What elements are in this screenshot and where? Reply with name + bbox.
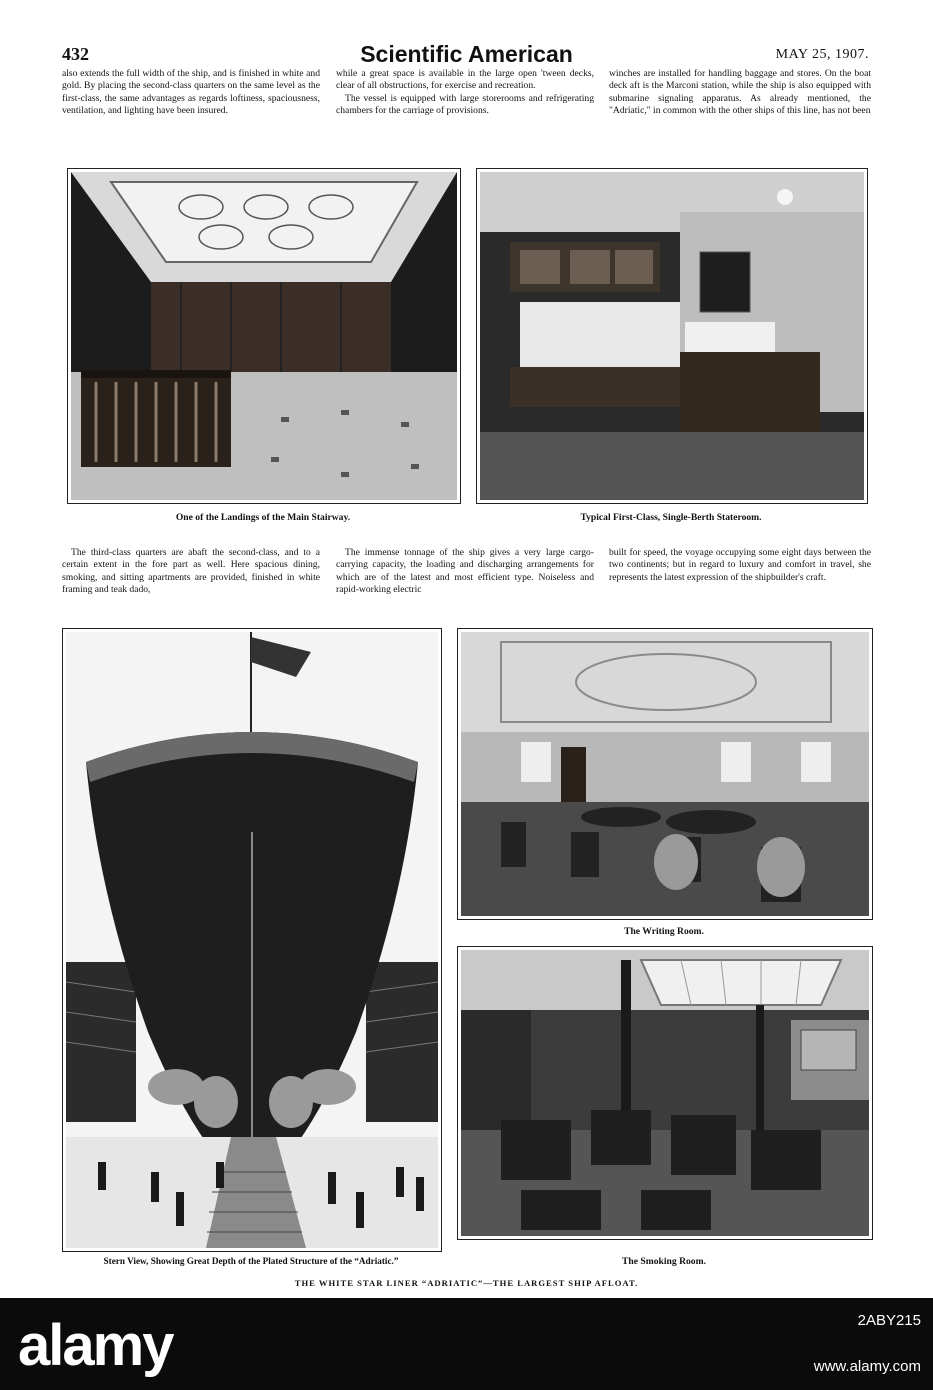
stock-url: www.alamy.com: [813, 1358, 921, 1375]
text-column-top-3: [609, 68, 871, 118]
paragraph: also extends the full width of the ship, and is finished in white and gold. By placing the second-class quarters on the same level as the first-class, the same advantages as regards loftiness, spaciousness, ventilation, and lighting have been insured.: [62, 68, 320, 117]
caption-stern-view: Stern View, Showing Great Depth of the Plated Structure of the “Adriatic.”: [103, 1256, 399, 1266]
caption-stateroom: Typical First-Class, Single-Berth Stateroom.: [580, 512, 762, 523]
paragraph: The vessel is equipped with large storerooms and refrigerating chambers for the carriage of provisions.: [336, 92, 594, 117]
text-column-middle-1: [62, 547, 320, 597]
text-column-top-2: [336, 68, 594, 118]
text-column-middle-2: [336, 547, 594, 597]
stateroom-illustration: [480, 172, 864, 500]
stock-image-id: 2ABY215: [857, 1312, 921, 1329]
paragraph: winches are installed for handling baggage and stores. On the boat deck aft is the Marconi station, while the ship is also equipped with submarine signaling apparatus. As already mentioned, the "Adriatic," in common with the other ships of this line, has not been: [609, 68, 871, 117]
stern-illustration: [66, 632, 438, 1248]
paragraph: The third-class quarters are abaft the second-class, and to a certain extent in the fore part as well. Here spacious dining, smoking, and sitting apartments are provided, finished in white framing and teak dado,: [62, 547, 320, 596]
paragraph: built for speed, the voyage occupying some eight days between the two continents; but in regard to luxury and comfort in travel, she represents the latest expression of the shipbuilder's craft.: [609, 547, 871, 583]
photo-stateroom: [476, 168, 868, 504]
photo-writing-room: [457, 628, 873, 920]
text-column-top-1: [62, 68, 320, 118]
photo-smoking-room: [457, 946, 873, 1240]
caption-stairway: One of the Landings of the Main Stairway.: [175, 512, 351, 523]
page-number: 432: [62, 44, 89, 64]
issue-date: MAY 25, 1907.: [775, 47, 869, 62]
text-column-middle-3: [609, 547, 871, 584]
caption-writing-room: The Writing Room.: [624, 926, 704, 937]
paragraph: The immense tonnage of the ship gives a very large cargo-carrying capacity, the loading and discharging arrangements for which are of the latest and most efficient type. Noiseless and rapid-working electric: [336, 547, 594, 596]
photo-stern-view: [62, 628, 442, 1252]
alamy-logo: alamy: [18, 1313, 173, 1378]
smoking-room-illustration: [461, 950, 869, 1236]
stock-photo-banner: [0, 1298, 933, 1390]
article-footer-title: THE WHITE STAR LINER “ADRIATIC”—THE LARGEST SHIP AFLOAT.: [294, 1278, 639, 1288]
caption-smoking-room: The Smoking Room.: [622, 1256, 706, 1267]
photo-main-stairway: [67, 168, 461, 504]
writing-room-illustration: [461, 632, 869, 916]
stairway-illustration: [71, 172, 457, 500]
masthead: Scientific American: [360, 41, 573, 67]
paragraph: while a great space is available in the large open 'tween decks, clear of all obstructions, for exercise and recreation.: [336, 68, 594, 92]
